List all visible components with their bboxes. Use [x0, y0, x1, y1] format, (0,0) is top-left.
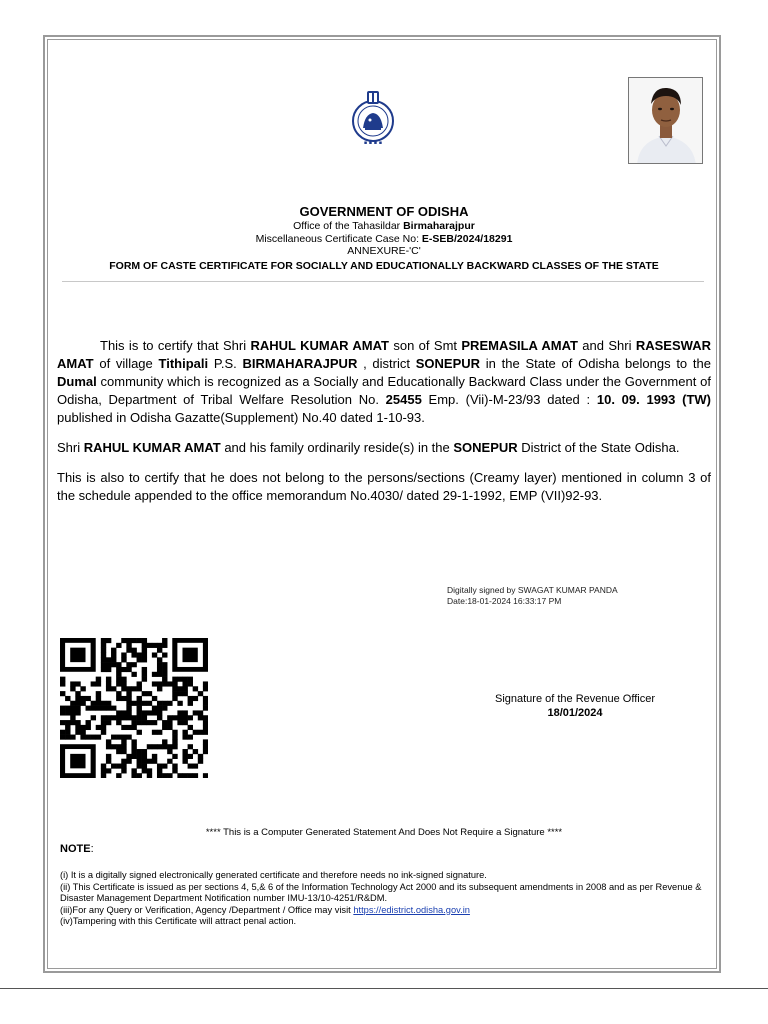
note-item: (i) It is a digitally signed electronically generated certificate and therefore needs no ink-signed signature.: [60, 870, 487, 880]
svg-text:▪ ▪ ▪ ▪: ▪ ▪ ▪ ▪: [363, 140, 383, 146]
note-heading: NOTE:: [60, 843, 94, 855]
residence-paragraph: Shri RAHUL KUMAR AMAT and his family ordinarily reside(s) in the SONEPUR District of the State Odisha.: [57, 440, 680, 455]
certification-paragraph: This is to certify that Shri RAHUL KUMAR AMAT son of Smt PREMASILA AMAT and Shri RASESWAR AMAT of village Tithipali P.S. BIRMAHARAJPUR , district SONEPUR in the State of Odisha belongs to the Dumal community which is recognized as a Socially and Educationally Backward Class under the Government of Odisha, Department of Tribal Welfare Resolution No. 25455 Emp. (Vii)-M-23/93 dated : 10. 09. 1993 (TW) published in Odisha Gazatte(Supplement) No.40 dated 1-10-93.: [57, 338, 711, 425]
note-item: (ii) This Certificate is issued as per sections 4, 5,& 6 of the Information Technology Act 2000 and its subsequent amendments in 2008 and as per Revenue & Disaster Management Department Notification number IMU-13/10-4251/R&DM.: [60, 881, 702, 903]
district-name-2: SONEPUR: [453, 440, 518, 455]
candidate-name-2: RAHUL KUMAR AMAT: [83, 440, 221, 455]
office-name: Birmaharajpur: [403, 220, 475, 232]
resolution-date: 10. 09. 1993 (TW): [596, 392, 711, 407]
annexure-label: ANNEXURE-'C': [347, 245, 421, 257]
qr-code-icon: [60, 638, 208, 778]
note-item: (iv)Tampering with this Certificate will attract penal action.: [60, 916, 297, 926]
computer-generated-statement: **** This is a Computer Generated Statement And Does Not Require a Signature ****: [205, 827, 563, 838]
applicant-photo: [628, 77, 703, 164]
edistrict-link[interactable]: https://edistrict.odisha.gov.in: [353, 904, 470, 915]
digital-signature-stamp: [447, 585, 618, 606]
odisha-state-emblem-icon: [350, 88, 396, 146]
header-divider: [62, 281, 704, 282]
digital-signer: Digitally signed by SWAGAT KUMAR PANDA: [447, 585, 618, 595]
note-item: (iii)For any Query or Verification, Agency /Department / Office may visit https://edistrict.odisha.gov.in: [60, 904, 470, 915]
candidate-name: RAHUL KUMAR AMAT: [250, 338, 389, 353]
police-station: BIRMAHARAJPUR: [242, 356, 358, 371]
mother-name: PREMASILA AMAT: [461, 338, 578, 353]
signature-title: Signature of the Revenue Officer: [494, 693, 655, 705]
office-line: Office of the Tahasildar Birmaharajpur: [293, 220, 475, 232]
notes-list: [60, 870, 715, 928]
certificate-body: [57, 337, 711, 517]
resolution-number: 25455: [385, 392, 422, 407]
page-bottom-edge: [0, 988, 768, 989]
case-number-line: Miscellaneous Certificate Case No: E-SEB/2024/18291: [255, 232, 513, 245]
father-name: RASESWAR AMAT: [57, 338, 711, 371]
certificate-header: [57, 204, 711, 273]
signature-date: 18/01/2024: [547, 706, 603, 719]
digital-sign-date: Date:18-01-2024 16:33:17 PM: [447, 595, 562, 606]
government-title: GOVERNMENT OF ODISHA: [299, 204, 469, 219]
signature-block: [470, 693, 680, 720]
case-number: E-SEB/2024/18291: [421, 232, 513, 245]
creamy-layer-paragraph: This is also to certify that he does not belong to the persons/sections (Creamy layer) mentioned in column 3 of the schedule appended to the office memorandum No.4030/ dated 29-1-1992, EMP (VII)92-93.: [57, 470, 711, 503]
village-name: Tithipali: [158, 356, 209, 371]
form-title: FORM OF CASTE CERTIFICATE FOR SOCIALLY AND EDUCATIONALLY BACKWARD CLASSES OF THE STATE: [109, 259, 659, 272]
community-name: Dumal: [57, 374, 97, 389]
district-name: SONEPUR: [415, 356, 481, 371]
